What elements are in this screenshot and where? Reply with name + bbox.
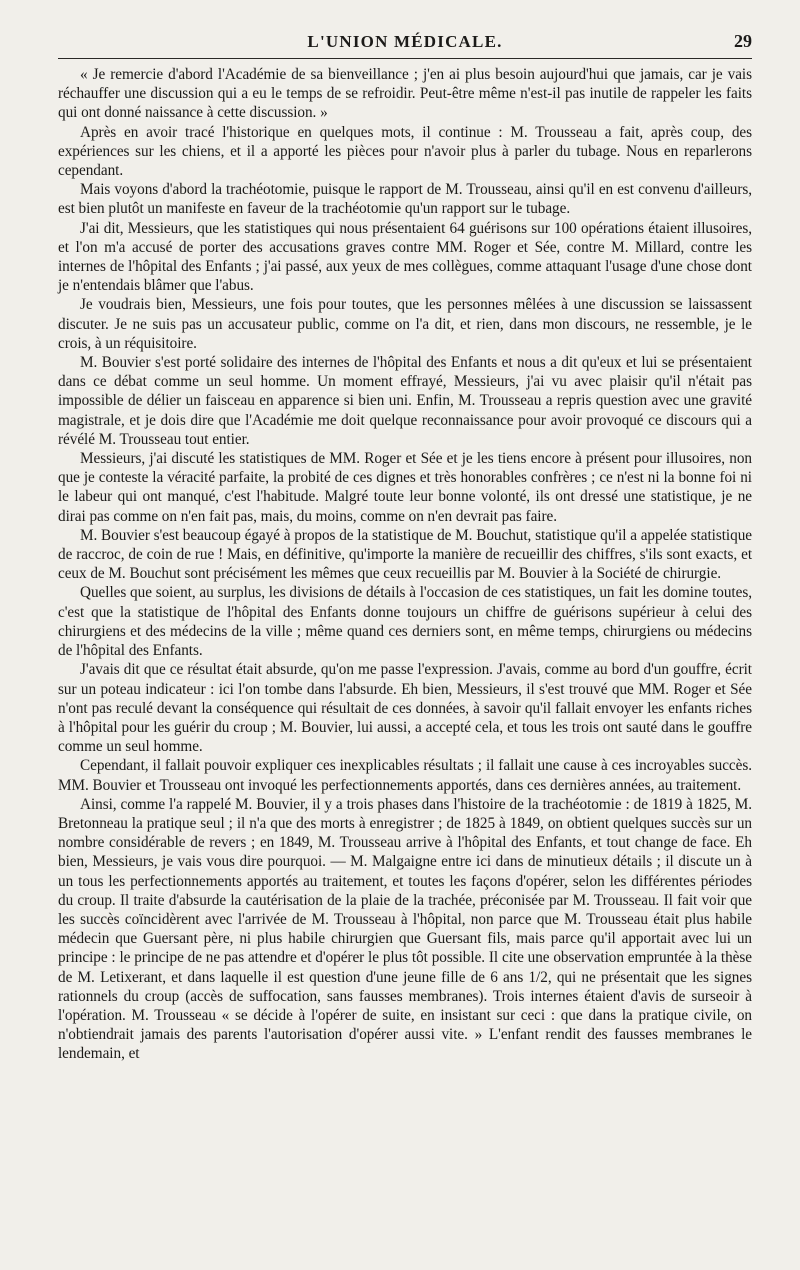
paragraph: « Je remercie d'abord l'Académie de sa bienveillance ; j'en ai plus besoin aujourd'hui que jamais, car je vais réchauffer une discussion qui a eu le temps de se refroidir. Peut-être même n'est-il pas inutile de rappeler les faits qui ont donné naissance à cette discussion. »: [58, 66, 752, 122]
page-number: 29: [734, 31, 752, 51]
paragraph: Quelles que soient, au surplus, les divisions de détails à l'occasion de ces statistiques, un fait les domine toutes, c'est que la statistique de l'hôpital des Enfants donne toujours un chiffre de guérisons supérieur à celui des chirurgiens et des médecins de la ville ; même quand ces derniers sont, en même temps, chirurgiens ou médecins de l'hôpital des Enfants.: [58, 584, 752, 660]
paragraph: M. Bouvier s'est beaucoup égayé à propos de la statistique de M. Bouchut, statistique qu'il a appelée statistique de raccroc, de coin de rue ! Mais, en définitive, qu'importe la manière de recueillir des chiffres, s'ils sont exacts, et ceux de M. Bouchut sont précisément les mêmes que ceux recueillis par M. Bouvier à la Société de chirurgie.: [58, 526, 752, 583]
paragraph: Après en avoir tracé l'historique en quelques mots, il continue : M. Trousseau a fait, après coup, des expériences sur les chiens, et il a apporté les pièces pour n'avoir plus à parler du tubage. Nous en reparlerons cependant.: [58, 123, 752, 180]
paragraph: J'ai dit, Messieurs, que les statistiques qui nous présentaient 64 guérisons sur 100 opérations étaient illusoires, et l'on m'a accusé de porter des accusations graves contre MM. Roger et Sée, contre M. Millard, contre les internes de l'hôpital des Enfants ; j'ai passé, aux yeux de mes collègues, comme attaquant l'usage d'une chose dont je n'entendais blâmer que l'abus.: [58, 219, 752, 295]
running-header: [58, 28, 752, 52]
paragraph: Messieurs, j'ai discuté les statistiques de MM. Roger et Sée et je les tiens encore à présent pour illusoires, non que je conteste la véracité parfaite, la probité de ces dignes et très honorables confrères ; ce n'est ni la bonne foi ni le labeur qui ont manqué, c'est l'habitude. Malgré toute leur bonne volonté, ils ont dressé une statistique, je ne dirai pas comme on n'en fait pas, mais, du moins, comme on n'en devrait pas faire.: [58, 450, 752, 525]
paragraph: M. Bouvier s'est porté solidaire des internes de l'hôpital des Enfants et nous a dit qu'eux et lui se présentaient dans ce débat comme un seul homme. Un moment effrayé, Messieurs, j'ai vu avec plaisir qu'il n'était pas impossible de délier un faisceau en apparence si bien uni. Enfin, M. Trousseau a repris question avec une gravité magistrale, et je dois dire que l'Académie me doit quelque reconnaissance pour avoir provoqué ce discours qui a révélé M. Trousseau tout entier.: [58, 354, 752, 448]
body-text: [58, 65, 752, 1064]
paragraph: Cependant, il fallait pouvoir expliquer ces inexplicables résultats ; il fallait une cause à ces incroyables succès. MM. Bouvier et Trousseau ont invoqué les perfectionnements apportés, dans ces dernières années, au traitement.: [58, 757, 752, 794]
header-rule: [58, 58, 752, 59]
paragraph: J'avais dit que ce résultat était absurde, qu'on me passe l'expression. J'avais, comme au bord d'un gouffre, écrit sur un poteau indicateur : ici l'on tombe dans l'absurde. Eh bien, Messieurs, il s'est trouvé que MM. Roger et Sée n'ont pas reculé devant la conséquence qui résultait de ces données, à savoir qu'il fallait envoyer les enfants riches à l'hôpital pour les guérir du croup ; M. Bouvier, lui aussi, a accepté cela, et tous les trois ont sauté dans le gouffre comme un seul homme.: [58, 661, 752, 756]
running-title: L'UNION MÉDICALE.: [307, 32, 503, 51]
paragraph: Mais voyons d'abord la trachéotomie, puisque le rapport de M. Trousseau, ainsi qu'il en est convenu d'ailleurs, est bien plutôt un manifeste en faveur de la trachéotomie qu'un rapport sur le tubage.: [58, 181, 752, 218]
paragraph: Ainsi, comme l'a rappelé M. Bouvier, il y a trois phases dans l'histoire de la trachéotomie : de 1819 à 1825, M. Bretonneau la pratique seul ; il n'a que des morts à enregistrer ; de 1825 à 1849, on obtient quelques succès sur un nombre considérable de revers ; en 1849, M. Trousseau arrive à l'hôpital des Enfants, et tout change de face. Eh bien, Messieurs, je vais vous dire pourquoi. — M. Malgaigne entre ici dans de minutieux détails ; il discute un à un tous les perfectionnements apportés au traitement, et toutes les façons d'opérer, selon les différentes périodes du croup. Il traite d'absurde la cautérisation de la plaie de la trachée, préconisée par M. Trousseau. Il fait voir que les succès coïncidèrent avec l'arrivée de M. Trousseau à l'hôpital, non parce que M. Trousseau était plus habile médecin que Guersant père, ni plus habile chirurgien que Guersant fils, mais parce qu'il apportait avec lui un principe : le principe de ne pas attendre et d'opérer le plus tôt possible. Il cite une observation empruntée à la thèse de M. Letixerant, et dans laquelle il est question d'une jeune fille de 6 ans 1/2, qui ne présentait que les signes rationnels du croup (accès de suffocation, sans fausses membranes). Trois internes étaient d'avis de surseoir à l'opération. M. Trousseau « se décide à l'opérer de suite, en insistant sur ceci : que dans la pratique civile, on n'obtiendrait jamais des parents l'autorisation d'opérer aussi vite. » L'enfant rendit des fausses membranes le lendemain, et: [58, 795, 752, 1063]
paragraph: Je voudrais bien, Messieurs, une fois pour toutes, que les personnes mêlées à une discussion se laissassent discuter. Je ne suis pas un accusateur public, comme on l'a dit, et rien, dans mon discours, ne ressemble, je le crois, à un réquisitoire.: [58, 296, 752, 352]
